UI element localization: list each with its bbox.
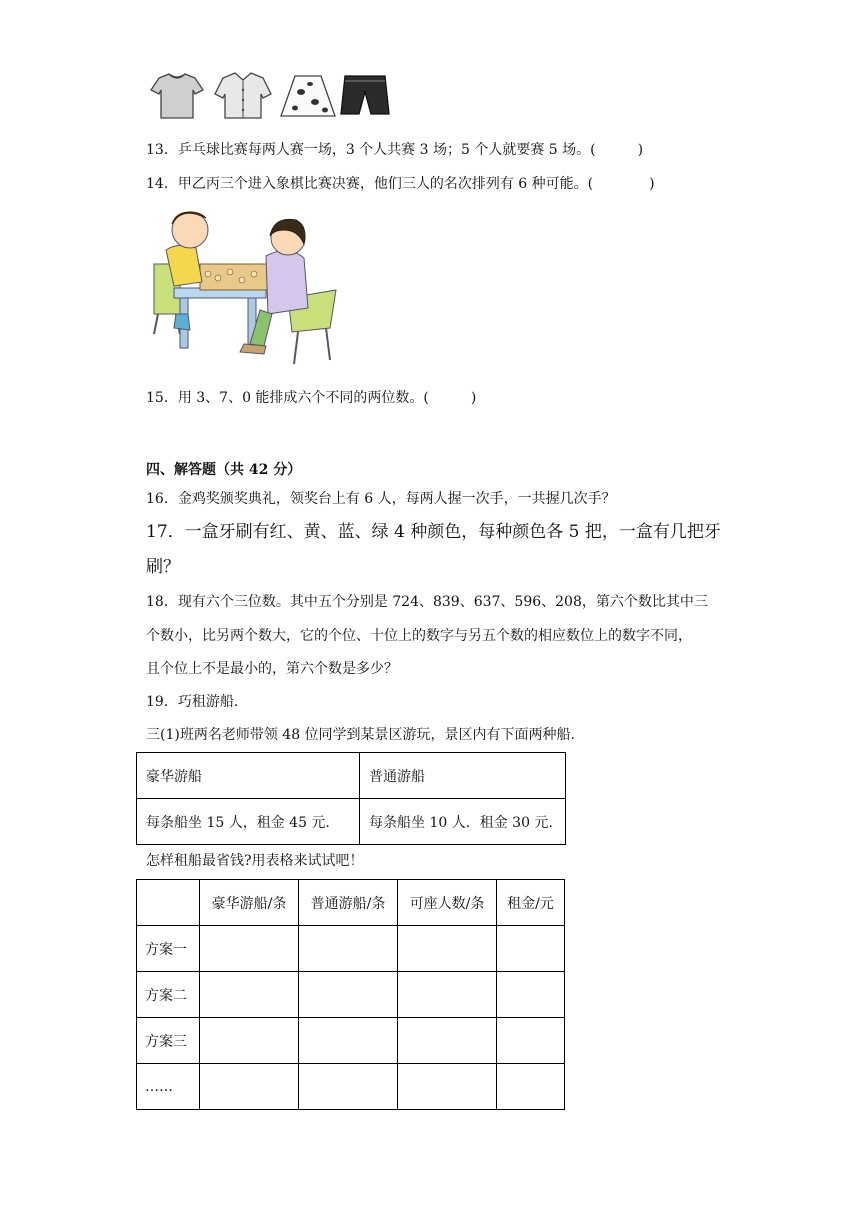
plan-row-label: …… (137, 1064, 200, 1110)
boat-info-table (136, 752, 566, 845)
plan-row-label: 方案三 (137, 1018, 200, 1064)
boat-detail-regular: 每条船坐 10 人．租金 30 元. (360, 799, 566, 845)
question-16: 16．金鸡奖颁奖典礼，领奖台上有 6 人，每两人握一次手，一共握几次手？ (146, 491, 616, 507)
table-row (137, 926, 565, 972)
question-18-line2: 个数小，比另两个数大，它的个位、十位上的数字与另五个数的相应数位上的数字不同， (146, 628, 692, 644)
question-17-line1: 17．一盒牙刷有红、黄、蓝、绿 4 种颜色，每种颜色各 5 把，一盒有几把牙 (146, 522, 721, 542)
question-18-line3: 且个位上不是最小的，第六个数是多少？ (146, 661, 398, 677)
question-19-prompt: 怎样租船最省钱?用表格来试试吧！ (146, 853, 364, 869)
table-row (137, 972, 565, 1018)
question-17-line2: 刷？ (146, 557, 180, 577)
table-cell[interactable] (299, 1064, 398, 1110)
table-cell[interactable] (398, 972, 497, 1018)
table-cell[interactable] (398, 1018, 497, 1064)
clothing-images (145, 70, 395, 122)
shirt-image (215, 73, 271, 118)
question-19-intro: 三(1)班两名老师带领 48 位同学到某景区游玩，景区内有下面两种船. (146, 727, 575, 743)
table-cell[interactable] (200, 926, 299, 972)
chess-players-image (148, 204, 343, 370)
question-15: 15．用 3、7、0 能排成六个不同的两位数。( ) (146, 390, 477, 406)
plan-row-label: 方案二 (137, 972, 200, 1018)
question-13: 13．乒乓球比赛每两人赛一场，3 个人共赛 3 场；5 个人就要赛 5 场。( ) (146, 142, 644, 158)
question-18-line1: 18．现有六个三位数。其中五个分别是 724、839、637、596、208，第六个数比其中三 (146, 594, 708, 610)
shorts-image (341, 76, 389, 114)
question-14: 14．甲乙丙三个进入象棋比赛决赛，他们三人的名次排列有 6 种可能。( ) (146, 176, 655, 192)
table-cell[interactable] (200, 1018, 299, 1064)
plan-table (136, 879, 565, 1110)
table-cell[interactable] (497, 1064, 565, 1110)
table-cell[interactable] (299, 972, 398, 1018)
boat-header-luxury: 豪华游船 (137, 753, 360, 799)
boat-header-regular: 普通游船 (360, 753, 566, 799)
table-cell[interactable] (497, 1018, 565, 1064)
question-19: 19．巧租游船. (146, 694, 239, 710)
table-cell[interactable] (299, 1018, 398, 1064)
table-cell[interactable] (398, 1064, 497, 1110)
table-row (137, 1018, 565, 1064)
table-cell[interactable] (497, 972, 565, 1018)
boat-detail-luxury: 每条船坐 15 人，租金 45 元. (137, 799, 360, 845)
table-cell[interactable] (200, 1064, 299, 1110)
plan-header-blank (137, 880, 200, 926)
plan-header-seats: 可座人数/条 (398, 880, 497, 926)
section-heading: 四、解答题（共 42 分） (146, 462, 302, 478)
table-cell[interactable] (398, 926, 497, 972)
skirt-image (281, 76, 335, 116)
plan-row-label: 方案一 (137, 926, 200, 972)
plan-header-luxury: 豪华游船/条 (200, 880, 299, 926)
plan-header-cost: 租金/元 (497, 880, 565, 926)
table-cell[interactable] (497, 926, 565, 972)
table-cell[interactable] (299, 926, 398, 972)
plan-header-regular: 普通游船/条 (299, 880, 398, 926)
table-cell[interactable] (200, 972, 299, 1018)
table-row (137, 1064, 565, 1110)
tshirt-image (151, 74, 203, 118)
